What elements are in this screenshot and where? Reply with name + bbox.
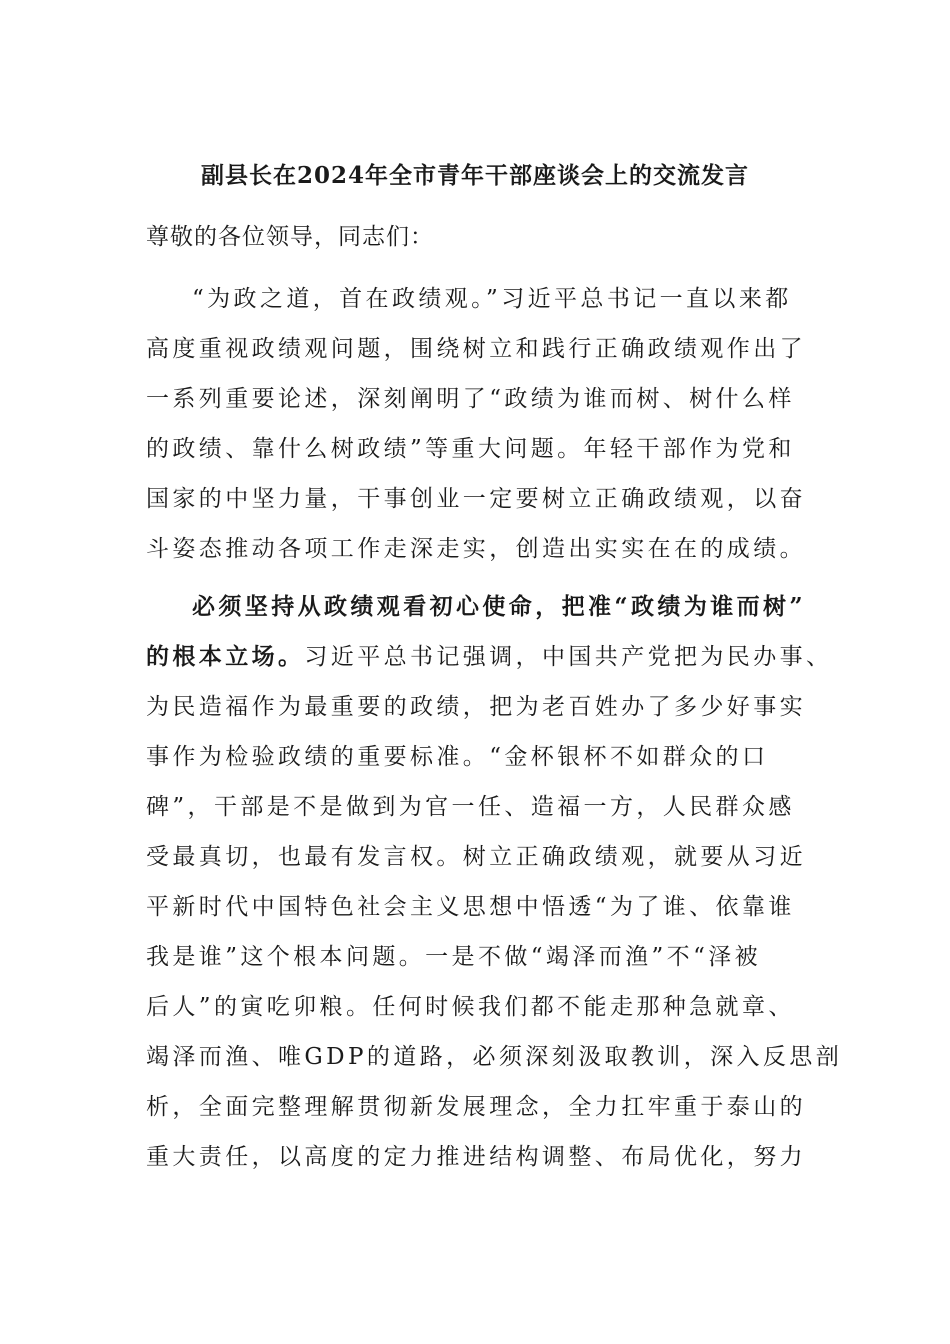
section-heading: 必须坚持从政绩观看初心使命，把准“政绩为谁而树” — [192, 593, 807, 620]
paragraph-line: 我是谁”这个根本问题。一是不做“竭泽而渔”不“泽被 — [146, 944, 762, 970]
paragraph-line: 为民造福作为最重要的政绩，把为老百姓办了多少好事实 — [146, 694, 806, 720]
paragraph-line: 后人”的寅吃卯粮。任何时候我们都不能走那种急就章、 — [146, 994, 795, 1020]
paragraph-line: “为政之道，首在政绩观。”习近平总书记一直以来都 — [192, 286, 792, 312]
paragraph-line: 受最真切，也最有发言权。树立正确政绩观，就要从习近 — [146, 844, 806, 870]
paragraph-line: 一系列重要论述，深刻阐明了“政绩为谁而树、树什么样 — [146, 386, 795, 412]
paragraph-line: 平新时代中国特色社会主义思想中悟透“为了谁、依靠谁 — [146, 894, 795, 920]
paragraph-line: 碑”，干部是不是做到为官一任、造福一方，人民群众感 — [146, 794, 795, 820]
paragraph-text: 习近平总书记强调，中国共产党把为民办事、 — [304, 644, 833, 670]
paragraph-line: 的政绩、靠什么树政绩”等重大问题。年轻干部作为党和 — [146, 436, 795, 462]
salutation: 尊敬的各位领导，同志们： — [146, 224, 434, 250]
section-heading-end: 的根本立场。 — [146, 643, 305, 670]
paragraph-section-one — [146, 582, 843, 1182]
paragraph-line: 斗姿态推动各项工作走深走实，创造出实实在在的成绩。 — [146, 536, 806, 562]
paragraph-line: 重大责任，以高度的定力推进结构调整、布局优化，努力 — [146, 1144, 806, 1170]
paragraph-intro — [146, 274, 810, 574]
paragraph-line: 高度重视政绩观问题，围绕树立和践行正确政绩观作出了 — [146, 336, 806, 362]
paragraph-line: 析，全面完整理解贯彻新发展理念，全力扛牢重于泰山的 — [146, 1094, 806, 1120]
paragraph-line: 竭泽而渔、唯GDP的道路，必须深刻汲取教训，深入反思剖 — [146, 1044, 843, 1070]
document-title: 副县长在2024年全市青年干部座谈会上的交流发言 — [200, 162, 749, 189]
paragraph-line: 国家的中坚力量，干事创业一定要树立正确政绩观，以奋 — [146, 486, 806, 512]
paragraph-line — [146, 632, 833, 682]
paragraph-line: 事作为检验政绩的重要标准。“金杯银杯不如群众的口 — [146, 744, 769, 770]
